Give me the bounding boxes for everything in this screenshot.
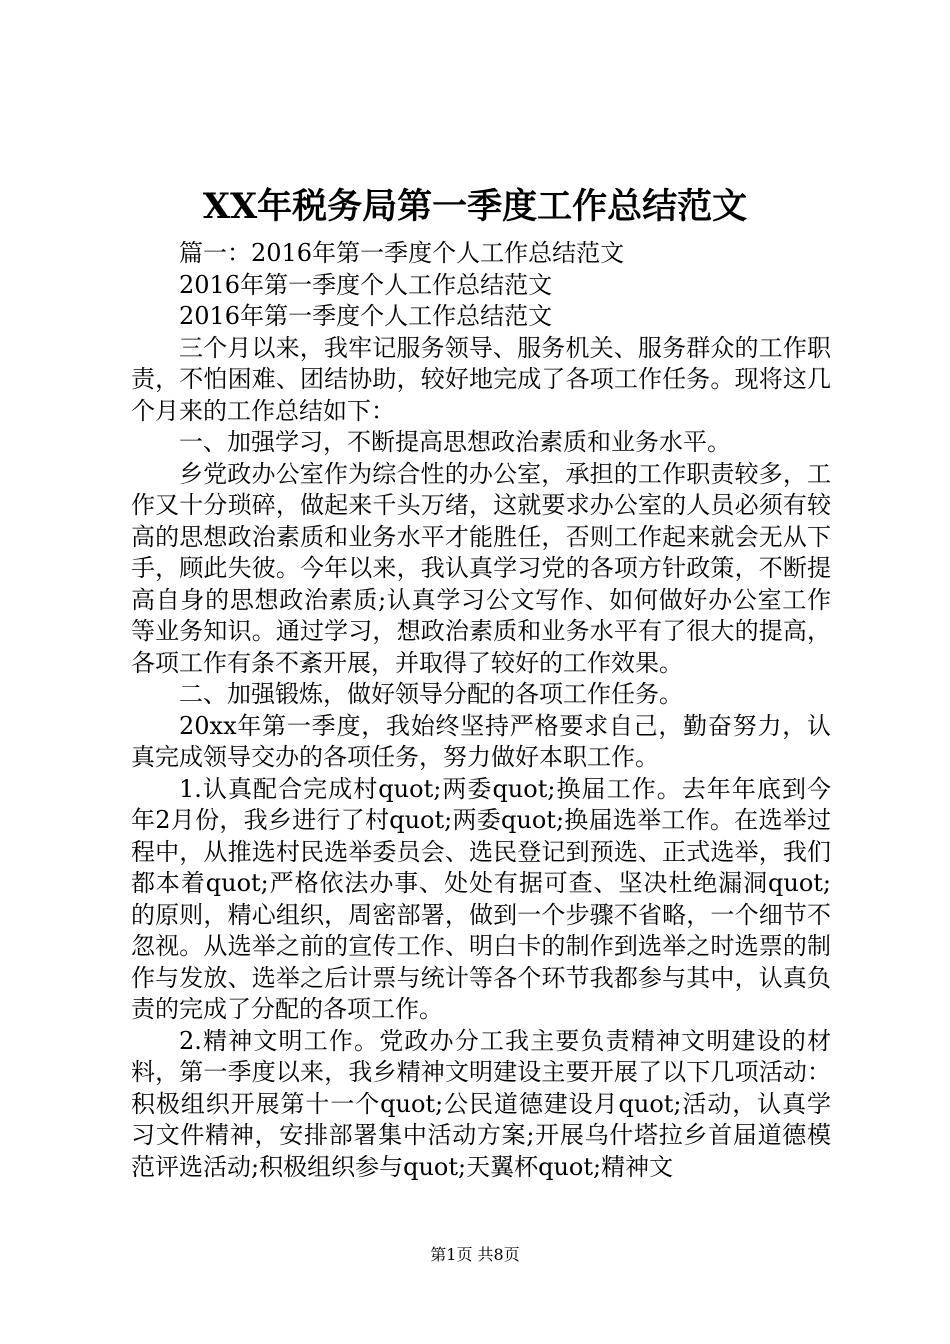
section-heading-2: 二、加强锻炼，做好领导分配的各项工作任务。 [179,680,683,708]
paragraph-10: 2.精神文明工作。党政办分工我主要负责精神文明建设的材料，第一季度以来，我乡精神文明建设主要开展了以下几项活动：积极组织开展第十一个quot;公民道德建设月quot;活动，认真学习文件精神，安排部署集中活动方案;开展乌什塔拉乡首届道德模范评选活动;积极组织参与quot;天翼杯quot;精神文 [131,1026,831,1181]
paragraph-6: 乡党政办公室作为综合性的办公室，承担的工作职责较多，工作又十分琐碎，做起来千头万绪，这就要求办公室的人员必须有较高的思想政治素质和业务水平才能胜任，否则工作起来就会无从下手，顾此失彼。今年以来，我认真学习党的各项方针政策，不断提高自身的思想政治素质;认真学习公文写作、如何做好办公室工作等业务知识。通过学习，想政治素质和业务水平有了很大的提高，各项工作有条不紊开展，并取得了较好的工作效果。 [131,459,831,677]
section-heading-1: 一、加强学习，不断提高思想政治素质和业务水平。 [179,428,731,456]
document-title: XX年税务局第一季度工作总结范文 [202,186,748,227]
paragraph-4: 三个月以来，我牢记服务领导、服务机关、服务群众的工作职责，不怕困难、团结协助，较好地完成了各项工作任务。现将这几个月来的工作总结如下： [131,333,831,425]
document-body [131,238,831,1183]
paragraph-2: 2016年第一季度个人工作总结范文 [179,270,553,299]
paragraph-8: 20xx年第一季度，我始终坚持严格要求自己，勤奋努力，认真完成领导交办的各项任务，努力做好本职工作。 [131,711,831,771]
page-footer: 第1页 共8页 [430,1245,520,1264]
paragraph-9: 1.认真配合完成村quot;两委quot;换届工作。去年年底到今年2月份，我乡进行了村quot;两委quot;换届选举工作。在选举过程中，从推选村民选举委员会、选民登记到预选、正式选举，我们都本着quot;严格依法办事、处处有据可查、坚决杜绝漏洞quot;的原则，精心组织，周密部署，做到一个步骤不省略，一个细节不忽视。从选举之前的宣传工作、明白卡的制作到选举之时选票的制作与发放、选举之后计票与统计等各个环节我都参与其中，认真负责的完成了分配的各项工作。 [131,774,831,1023]
paragraph-1: 篇一：2016年第一季度个人工作总结范文 [179,239,625,267]
paragraph-3: 2016年第一季度个人工作总结范文 [179,302,553,330]
